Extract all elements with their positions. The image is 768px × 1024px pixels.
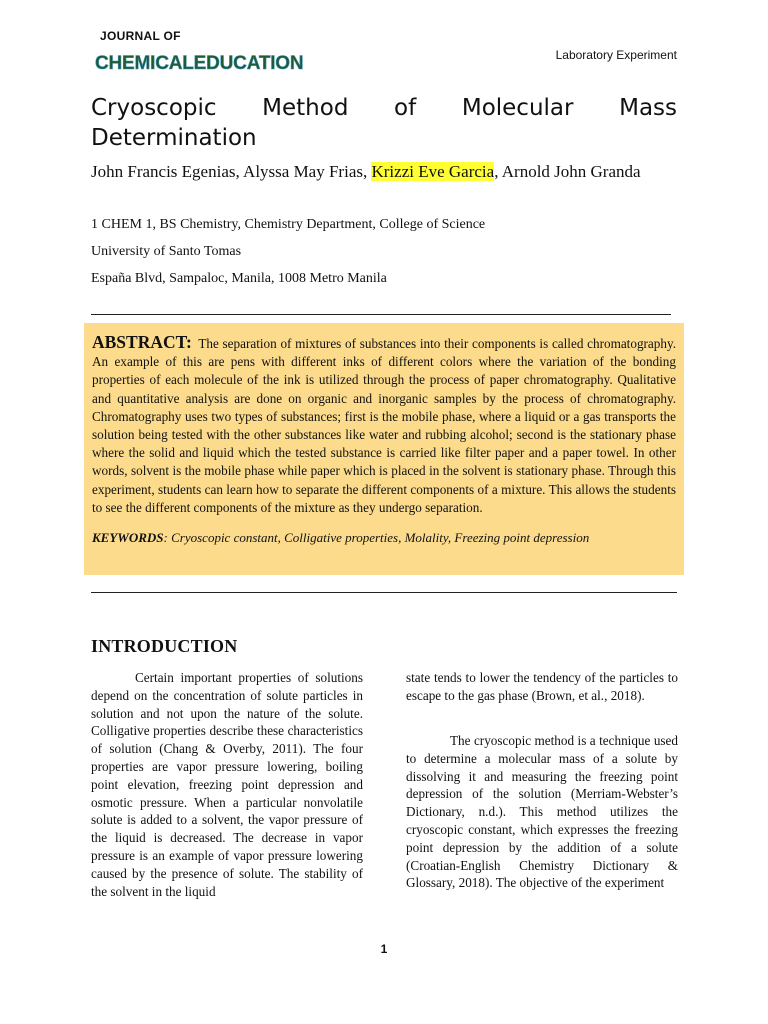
- keywords-text: : Cryoscopic constant, Colligative properties, Molality, Freezing point depression: [163, 530, 590, 546]
- separator-rule-top: [91, 314, 671, 315]
- keywords-label: KEYWORDS: [92, 530, 164, 546]
- section-label: Laboratory Experiment: [555, 48, 677, 62]
- separator-rule-bottom: [91, 592, 677, 593]
- abstract-box: [84, 323, 684, 575]
- page-number: 1: [380, 942, 388, 956]
- journal-of-label: JOURNAL OF: [100, 29, 181, 43]
- intro-right-paragraph-1: state tends to lower the tendency of the particles to escape to the gas phase (Brown, et al., 2018).: [406, 670, 678, 703]
- article-title: Cryoscopic Method of Molecular Mass Determination: [91, 95, 677, 151]
- abstract-heading: ABSTRACT:: [92, 332, 192, 352]
- authors-before: John Francis Egenias, Alyssa May Frias,: [91, 162, 372, 181]
- affiliation-line-2: University of Santo Tomas: [91, 244, 242, 259]
- highlighted-author: Krizzi Eve Garcia: [371, 162, 495, 181]
- intro-left-paragraph: Certain important properties of solutions depend on the concentration of solute particles in solution and not upon the nature of the solute. Colligative properties describe these characteristics of solution (Chang & Overby, 2011). The four properties are vapor pressure lowering, boiling point elevation, freezing point depression and osmotic pressure. When a particular nonvolatile solute is added to a solvent, the vapor pressure of the liquid is decreased. The decrease in vapor pressure is an example of vapor pressure lowering caused by the presence of solute. The stability of the solvent in the liquid: [91, 670, 363, 899]
- journal-name-part2: EDUCATION: [193, 53, 304, 74]
- intro-right-paragraph-2: The cryoscopic method is a technique used to determine a molecular mass of a solute by dissolving it and measuring the freezing point depression of the solution (Merriam-Webster’s Dictionary, n.d.). This method utilizes the cryoscopic constant, which expresses the freezing point depression by the addition of a solute (Croatian-English Chemistry Dictionary & Glossary, 2018). The objective of the experiment: [406, 733, 678, 891]
- authors-after: , Arnold John Granda: [494, 162, 641, 181]
- keywords-line: [92, 529, 676, 547]
- affiliation-line-1: 1 CHEM 1, BS Chemistry, Chemistry Department, College of Science: [91, 217, 486, 232]
- journal-name-part1: CHEMICAL: [95, 53, 194, 74]
- abstract-paragraph: [92, 333, 676, 517]
- journal-logo: [95, 53, 303, 75]
- affiliation-line-3: España Blvd, Sampaloc, Manila, 1008 Metro Manila: [91, 271, 387, 286]
- abstract-body: The separation of mixtures of substances into their components is called chromatography. An example of this are pens with different inks of different colors where the variation of the bonding properties of each molecule of the ink is utilized through the process of paper chromatography. Qualitative and quantitative analysis are done on organic and inorganic samples by the process of chromatography. Chromatography uses two types of substances; first is the mobile phase, where a liquid or a gas transports the solution being tested with the other substances like water and rubbing alcohol; second is the stationary phase where the solid and liquid which the tested substance is carried like filter paper and a paper towel. In other words, solvent is the mobile phase while paper which is placed in the solvent is stationary phase. Through this experiment, students can learn how to separate the different components of a mixture. This allows the students to see the different components of the mixture as they undergo separation.: [92, 336, 676, 515]
- introduction-heading: INTRODUCTION: [91, 636, 238, 656]
- author-list: [91, 160, 691, 184]
